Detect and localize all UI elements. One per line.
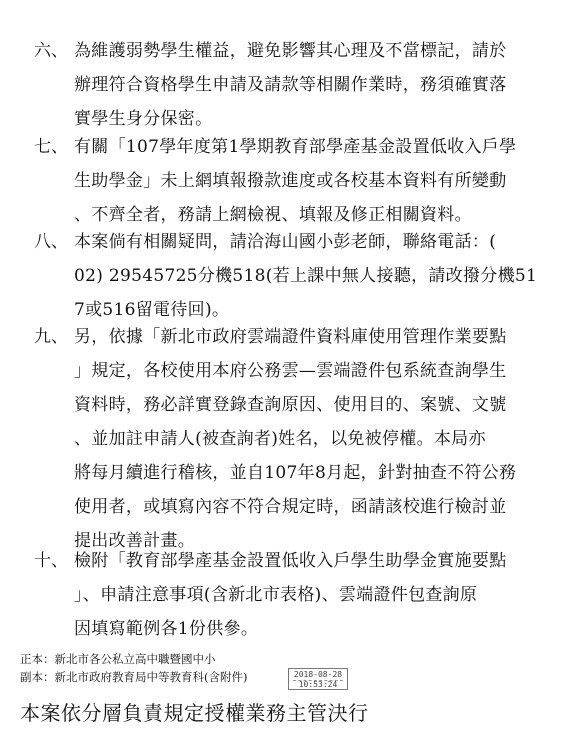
item-number: 六、 [34, 41, 68, 61]
recipient-main: 正本：新北市各公私立高中職暨國中小 [20, 652, 216, 666]
approval-footer: 本案依分層負責規定授權業務主管決行 [20, 701, 369, 725]
item-line: 、不齊全者，務請上網檢視、填報及修正相關資料。 [74, 205, 472, 225]
timestamp-stamp [288, 668, 348, 690]
stamp-time: 10:53:24 [298, 680, 338, 689]
stamp-date: 2018-08-28 [293, 670, 343, 679]
item-line: 實學生身分保密。 [74, 109, 213, 129]
item-number: 七、 [34, 137, 68, 157]
item-line: 7或516留電待回)。 [74, 300, 230, 320]
item-line: 辦理符合資格學生申請及請款等相關作業時，務須確實落 [74, 75, 507, 95]
item-line: 生助學金」未上網填報撥款進度或各校基本資料有所變動 [74, 171, 507, 191]
item-line: 資料時，務必詳實登錄查詢原因、使用目的、案號、文號 [74, 395, 507, 415]
item-line: 檢附「教育部學產基金設置低收入戶學生助學金實施要點 [74, 551, 507, 571]
item-line: 」規定，各校使用本府公務雲—雲端證件包系統查詢學生 [74, 361, 507, 381]
item-line: 02) 29545725分機518(若上課中無人接聽，請改撥分機51 [74, 266, 538, 286]
item-line: 有關「107學年度第1學期教育部學產基金設置低收入戶學 [74, 137, 517, 157]
item-number: 八、 [34, 232, 68, 252]
stamp-divider [293, 680, 343, 681]
item-line: 使用者，或填寫內容不符合規定時，函請該校進行檢討並 [74, 497, 507, 517]
item-line: 提出改善計畫。 [74, 531, 196, 551]
item-number: 十、 [34, 551, 68, 571]
item-line: 為維護弱勢學生權益，避免影響其心理及不當標記，請於 [74, 41, 507, 61]
item-line: 將每月續進行稽核，並自107年8月起，針對抽查不符公務 [74, 463, 517, 483]
item-line: 因填寫範例各1份供參。 [74, 619, 259, 639]
recipient-copy: 副本：新北市政府教育局中等教育科(含附件) [20, 670, 248, 684]
item-line: 、並加註申請人(被查詢者)姓名，以免被停權。本局亦 [74, 429, 486, 449]
item-number: 九、 [34, 327, 68, 347]
item-line: 另，依據「新北市政府雲端證件資料庫使用管理作業要點 [74, 327, 507, 347]
item-line: 」、申請注意事項(含新北市表格)、雲端證件包查詢原 [74, 585, 478, 605]
item-line: 本案倘有相關疑問，請洽海山國小彭老師，聯絡電話：( [74, 232, 497, 252]
